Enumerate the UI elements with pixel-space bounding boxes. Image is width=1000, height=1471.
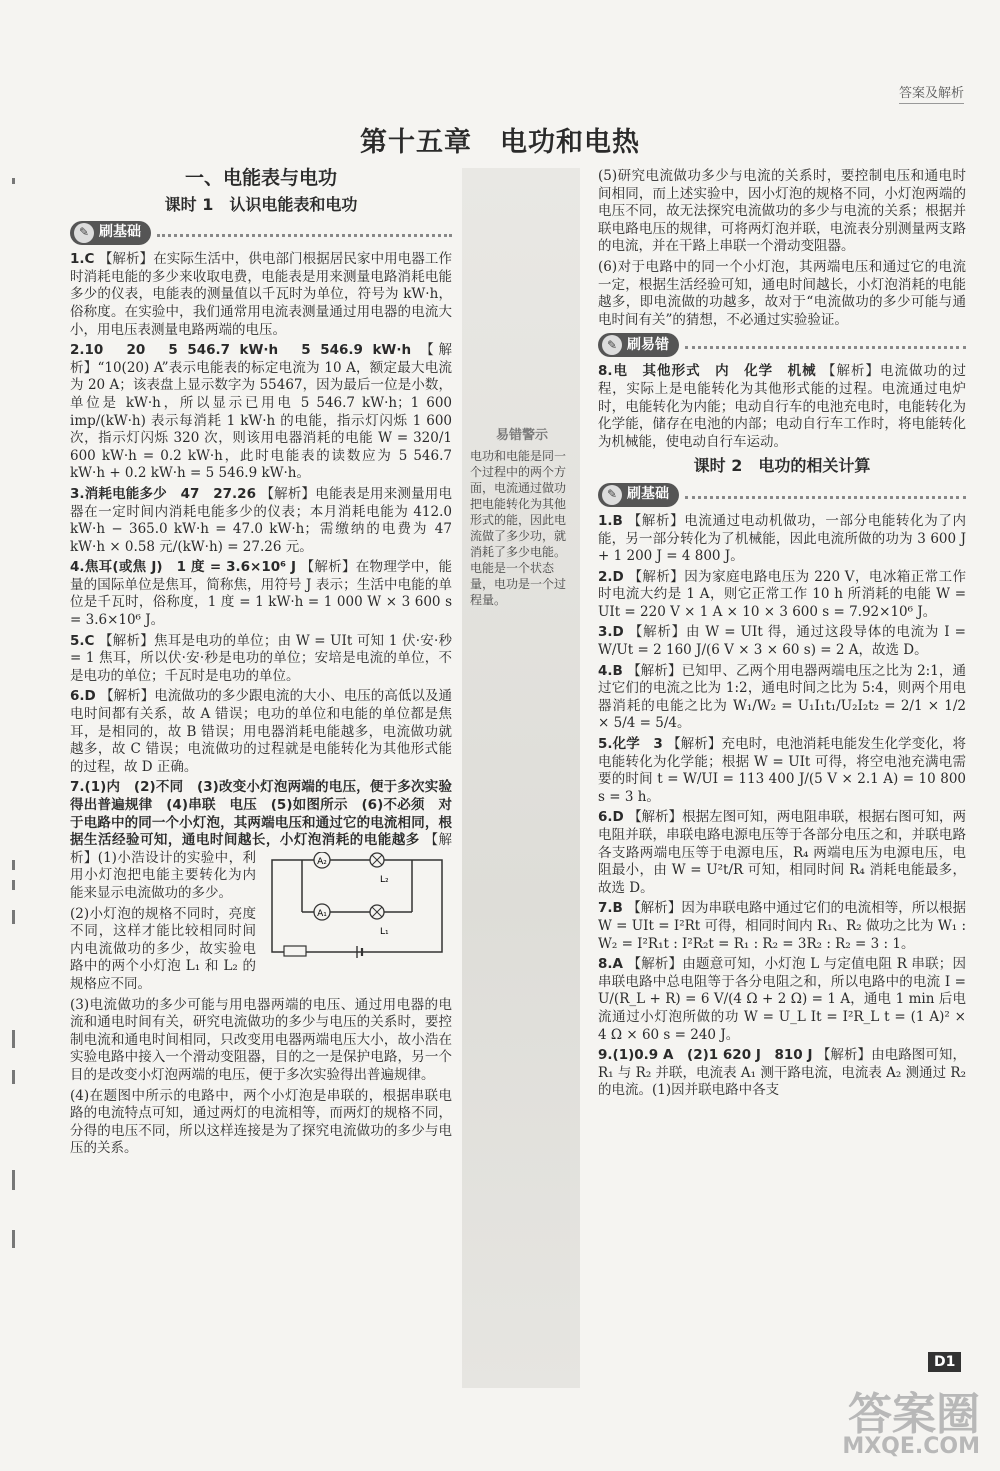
lamp-l2-label: L₂ — [380, 874, 389, 885]
ammeter-a1-label: A₁ — [317, 908, 327, 919]
lesson-heading: 课时 1 认识电能表和电功 — [164, 194, 358, 214]
answer-item: (3)电流做功的多少可能与用电器两端的电压、通过用电器的电流和通电时间有关，研究电流做功的多少与电压的关系时，要控制电流和通电时间相同，只改变用电器两端电压大小，故小浩在实验电路中接入一个滑动变阻器，目的之一是保护电路，另一个目的是改变小灯泡两端的电压，便于多次实验得出普遍规律。 — [70, 996, 452, 1083]
practice-badge: ✎ 刷基础 — [598, 483, 679, 507]
answer-item: 7.(1)内 (2)不同 (3)改变小灯泡两端的电压，便于多次实验得出普遍规律 (4)串联 电压 (5)如图所示 (6)不必须 对于电路中的同一个小灯泡，其两端电压和通过它的电流相同，根据生活经验可知，通电时间越长，小灯泡消耗的电能越多 A₂ L₂ A₁ L₁ 【解析】(1)小浩设计的实验中，利用小灯泡把电能主要转化为内能来显示电流做功的多少。 — [70, 779, 452, 902]
answer-item: 4.焦耳(或焦 J) 1 度 = 3.6×10⁶ J 【解析】在物理学中，能量的国际单位是焦耳，简称焦，用符号 J 表示；生活中电能的单位是千瓦时，俗称度，1 度 = 1 kW·h = 1 000 W × 3 600 s = 3.6×10⁶ J。 — [70, 559, 452, 629]
answer-paragraph: (6)对于电路中的同一个小灯泡，其两端电压和通过它的电流一定，根据生活经验可知，通电时间越长，小灯泡消耗的电能越多，即电流做的功越多，故对于“电流做功的多少可能与通电时间有关”的猜想，不必通过实验验证。 — [598, 258, 966, 328]
answer-item: 9.(1)0.9 A (2)1 620 J 810 J 【解析】由电路图可知，R₁ 与 R₂ 并联，电流表 A₁ 测干路电流，电流表 A₂ 测通过 R₂ 的电流。(1)因并联电路中各支 — [598, 1047, 966, 1099]
badge-row — [598, 333, 966, 357]
circuit-diagram — [262, 852, 452, 962]
answer-item: 4.B 【解析】已知甲、乙两个用电器两端电压之比为 2:1，通过它们的电流之比为 1:2，通电时间之比为 5:4，则两个用电器消耗的电能之比为 W₁/W₂ = U₁I₁t₁/U₂I₂t₂ = 2/1 × 1/2 × 5/4 = 5/4。 — [598, 662, 966, 732]
answer-item: 1.C 【解析】在实际生活中，供电部门根据居民家中用电器工作时消耗电能的多少来收取电费，电能表是用来测量电路消耗电能多少的仪表，电能表的测量值以千瓦时为单位，符号为 kW·h，俗称度。在实验中，我们通常用电流表测量通过用电器的电流大小，用电压表测量电路两端的电压。 — [70, 251, 453, 338]
dotted-divider — [157, 229, 452, 237]
left-column — [70, 168, 452, 1161]
chapter-title: 第十五章 电功和电热 — [360, 127, 640, 158]
ammeter-a2-label: A₂ — [317, 856, 327, 867]
dotted-divider — [685, 491, 966, 499]
badge-row — [70, 221, 452, 245]
answer-item: 8.电 其他形式 内 化学 机械 【解析】电流做功的过程，实际上是电能转化为其他形式能的过程。电流通过电炉时，电能转化为内能；电动自行车的电池充电时，电能转化为化学能，储存在电池的内部；电动自行车工作时，将电能转化为机械能，使电动自行车运动。 — [598, 363, 967, 450]
badge-row — [598, 483, 966, 507]
lesson-heading: 课时 2 电功的相关计算 — [693, 456, 871, 476]
answer-paragraph: (5)研究电流做功多少与电流的关系时，要控制电压和通电时间相同，而上述实验中，因小灯泡的规格不同，小灯泡两端的电压不同，故无法探究电流做功的多少与电流的关系；根据并联电路电压的规律，可将两灯泡并联，电流表分别测量两支路的电流，并在干路上串联一个滑动变阻器。 — [598, 168, 966, 255]
answer-item: 1.B 【解析】电流通过电动机做功，一部分电能转化为了内能，另一部分转化为了机械能，因此电流所做的功为 3 600 J + 1 200 J = 4 800 J。 — [598, 512, 967, 565]
answer-item: 3.D 【解析】由 W = UIt 得，通过这段导体的电流为 I = W/Ut = 2 160 J/(6 V × 3 × 60 s) = 2 A，故选 D。 — [598, 624, 966, 659]
pencil-icon: ✎ — [602, 335, 622, 355]
answer-item: 5.化学 3 【解析】充电时，电池消耗电能发生化学变化，将电能转化为化学能；根据 W = UIt 可得，将空电池充满电需要的时间 t = W/UI = 113 400 J/(5 V × 2.1 A) = 10 800 s = 3 h。 — [598, 736, 967, 805]
answer-item: 3.消耗电能多少 47 27.26 【解析】电能表是用来测量用电器在一定时间内消耗电能多少的仪表；本月消耗电能为 412.0 kW·h − 365.0 kW·h = 47.0 kW·h；需缴纳的电费为 47 kW·h × 0.58 元/(kW·h) = 27.26 元。 — [70, 485, 452, 555]
answer-item: (4)在题图中所示的电路中，两个小灯泡是串联的，根据串联电路的电流特点可知，通过两灯的电流相等，而两灯的规格不同，分得的电压不同，所以这样连接是为了探究电流做功的多少与电压的关系。 — [70, 1087, 452, 1157]
error-warning-note — [470, 428, 574, 608]
lamp-l1-label: L₁ — [380, 926, 389, 937]
watermark-logo: 答案圈 MXQE.COM — [842, 1389, 980, 1459]
dotted-divider — [685, 341, 966, 349]
right-column — [598, 168, 966, 1103]
answer-item: (2)小灯泡的规格不同时，亮度不同，这样才能比较相同时间内电流做功的多少，故实验电路中的两个小灯泡 L₁ 和 L₂ 的规格应不同。 — [70, 905, 256, 992]
page-edge-marks — [12, 170, 20, 1270]
error-warning-text: 电功和电能是同一个过程中的两个方面，电流通过做功把电能转化为其他形式的能，因此电流做了多少功，就消耗了多少电能。电能是一个状态量，电功是一个过程量。 — [470, 449, 567, 607]
answer-item: 6.D 【解析】根据左图可知，两电阻串联，根据右图可知，两电阻并联，串联电路电源电压等于各部分电压之和，并联电路各支路两端电压等于电源电压，R₄ 两端电压为电源电压，电阻最小，由 W = U²t/R 可知，相同时间 R₄ 消耗电能最多，故选 D。 — [598, 809, 966, 896]
answer-item: 2.D 【解析】因为家庭电路电压为 220 V，电冰箱正常工作时电流大约是 1 A，则它正常工作 10 h 所消耗的电能 W = UIt = 220 V × 1 A × 10 × 3 600 s = 7.92×10⁶ J。 — [598, 568, 966, 620]
sidebar-band — [462, 168, 580, 1388]
answer-item: 6.D 【解析】电流做功的多少跟电流的大小、电压的高低以及通电时间都有关系，故 A 错误；电功的单位和电能的单位都是焦耳，是相同的，故 B 错误；用电器消耗电能越多，电流做功就越多，故 C 错误；电流做功的过程就是电能转化为其他形式能的过程，故 D 正确。 — [70, 688, 452, 775]
answer-item: 2.10 20 5 546.7 kW·h 5 546.9 kW·h 【解析】“10(20) A”表示电能表的标定电流为 10 A，额定最大电流为 20 A；该表盘上显示数字为 55467，因为最后一位是小数，单位是 kW·h，所以显示已用电 5 546.7 kW·h；1 600 imp/(kW·h) 表示每消耗 1 kW·h 的电能，指示灯闪烁 1 600 次，指示灯闪烁 320 次，则该用电器消耗的电能 W = 320/1 600 kW·h = 0.2 kW·h，此时电能表的读数应为 5 546.7 kW·h + 0.2 kW·h = 5 546.9 kW·h。 — [70, 342, 453, 482]
page-number: D1 — [928, 1352, 961, 1372]
answer-item: 7.B 【解析】因为串联电路中通过它们的电流相等，所以根据 W = UIt = I²Rt 可得，相同时间内 R₁、R₂ 做功之比为 W₁ : W₂ = I²R₁t : I²R₂t = R₁ : R₂ = 3R₂ : R₂ = 3 : 1。 — [598, 900, 967, 952]
answer-item: 8.A 【解析】由题意可知，小灯泡 L 与定值电阻 R 串联；因串联电路中总电阻等于各分电阻之和，所以电路中的电流 I = U/(R_L + R) = 6 V/(4 Ω + 2 Ω) = 1 A，通电 1 min 后电流通过小灯泡所做的功 W = U_L It = I²R_L t = (1 A)² × 4 Ω × 60 s = 240 J。 — [598, 956, 966, 1043]
error-warning-title: 易错警示 — [495, 428, 548, 443]
section-heading: 一、电能表与电功 — [184, 167, 337, 189]
practice-badge: ✎ 刷基础 — [70, 221, 151, 245]
header-tag: 答案及解析 — [899, 82, 964, 104]
answer-item: 5.C 【解析】焦耳是电功的单位；由 W = UIt 可知 1 伏·安·秒 = 1 焦耳，所以伏·安·秒是电功的单位；安培是电流的单位，不是电功的单位；千瓦时是电功的单位。 — [70, 632, 453, 684]
error-prone-badge: ✎ 刷易错 — [598, 333, 679, 357]
pencil-icon: ✎ — [74, 223, 94, 243]
pencil-icon: ✎ — [602, 485, 622, 505]
